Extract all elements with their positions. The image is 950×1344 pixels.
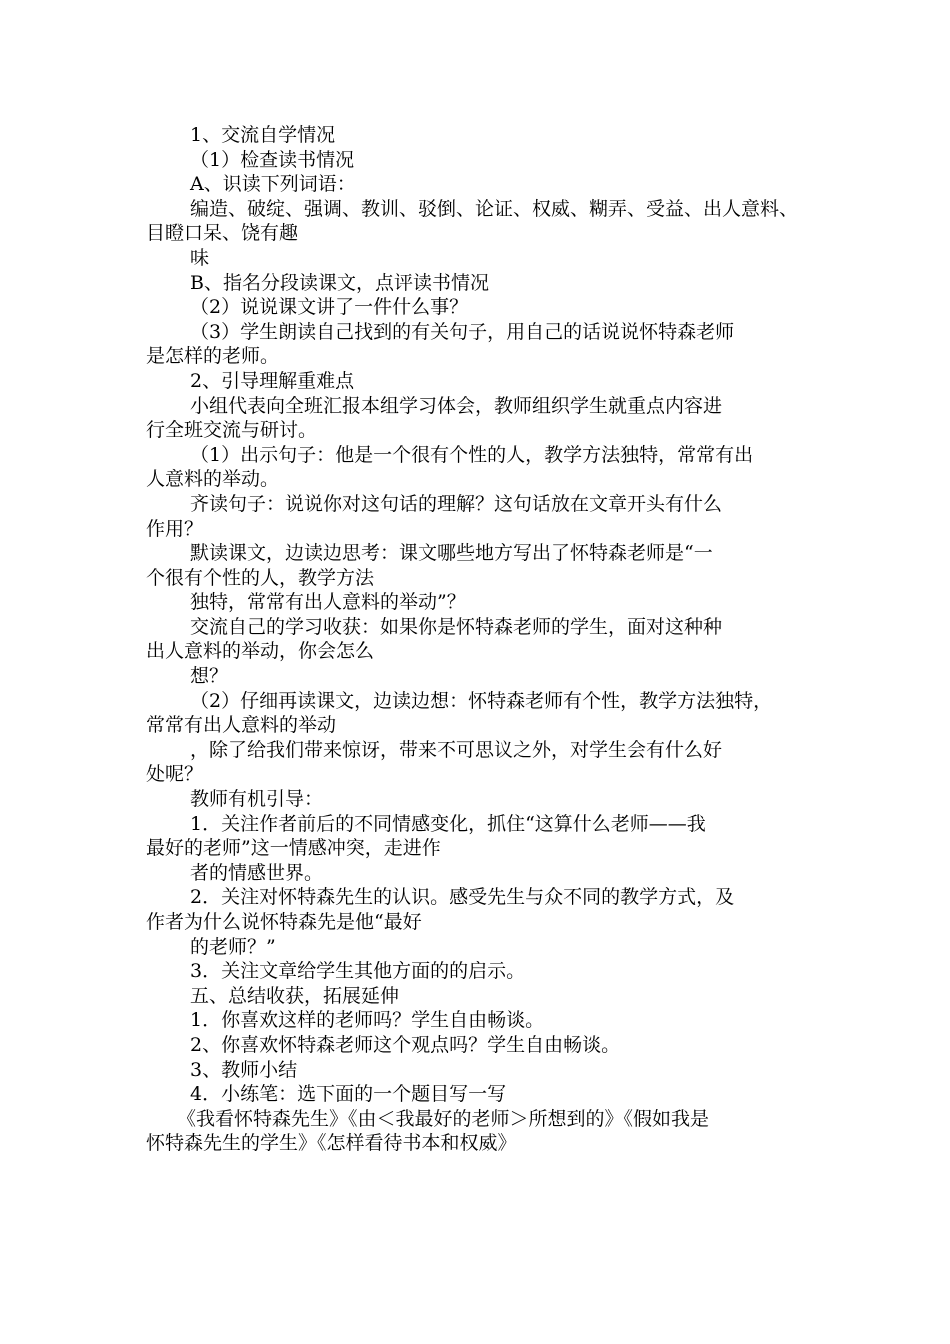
text-line: 4．小练笔：选下面的一个题目写一写: [190, 1083, 507, 1106]
text-line: 的老师？”: [190, 935, 276, 958]
text-line: 编造、破绽、强调、教训、驳倒、论证、权威、糊弄、受益、出人意料、: [190, 197, 799, 220]
text-line: 2、引导理解重难点: [190, 369, 355, 392]
text-line: 3、教师小结: [190, 1058, 298, 1081]
text-line: （1）出示句子：他是一个很有个性的人，教学方法独特，常常有出: [190, 443, 754, 466]
text-line: 1、交流自学情况: [190, 124, 336, 146]
text-line: 作者为什么说怀特森先是他“最好: [146, 911, 422, 933]
text-line: 独特，常常有出人意料的举动”？: [190, 591, 466, 614]
text-line: 目瞪口呆、饶有趣: [146, 222, 299, 245]
text-line: 3．关注文章给学生其他方面的的启示。: [190, 960, 526, 983]
text-line: 教师有机引导：: [190, 788, 324, 811]
text-line: 个很有个性的人，教学方法: [146, 566, 375, 589]
text-line: 是怎样的老师。: [146, 345, 280, 368]
text-line: 作用？: [146, 517, 204, 540]
text-line: ，除了给我们带来惊讶，带来不可思议之外，对学生会有什么好: [190, 738, 723, 761]
text-line: 出人意料的举动，你会怎么: [146, 640, 375, 663]
text-line: （2）说说课文讲了一件什么事？: [190, 296, 469, 319]
text-line: 2．关注对怀特森先生的认识。感受先生与众不同的教学方式，及: [190, 886, 735, 909]
text-line: 人意料的举动。: [146, 468, 280, 491]
text-line: 1．你喜欢这样的老师吗？学生自由畅谈。: [190, 1009, 545, 1032]
text-line: 1．关注作者前后的不同情感变化，抓住“这算什么老师——我: [190, 812, 706, 835]
text-line: B、指名分段读课文，点评读书情况: [190, 271, 489, 294]
text-line: （1）检查读书情况: [190, 148, 355, 171]
text-line: 2、你喜欢怀特森老师这个观点吗？学生自由畅谈。: [190, 1033, 621, 1056]
text-line: （3）学生朗读自己找到的有关句子，用自己的话说说怀特森老师: [190, 320, 735, 343]
text-line: 五、总结收获，拓展延伸: [190, 984, 400, 1007]
text-line: 怀特森先生的学生》《怎样看待书本和权威》: [146, 1132, 517, 1155]
text-line: 常常有出人意料的举动: [146, 714, 337, 737]
text-line: 《我看怀特森先生》《由＜我最好的老师＞所想到的》《假如我是: [177, 1107, 710, 1130]
lesson-plan-text: [146, 123, 830, 1156]
text-line: 最好的老师”这一情感冲突，走进作: [146, 837, 441, 860]
text-line: （2）仔细再读课文，边读边想：怀特森老师有个性，教学方法独特，: [190, 689, 773, 712]
text-line: 想？: [190, 665, 229, 688]
text-line: 默读课文，边读边思考：课文哪些地方写出了怀特森老师是“一: [190, 542, 713, 565]
text-line: 行全班交流与研讨。: [146, 419, 318, 442]
text-line: 齐读句子：说说你对这句话的理解？这句话放在文章开头有什么: [190, 492, 723, 515]
text-line: 处呢？: [146, 763, 204, 786]
text-line: 味: [190, 246, 210, 269]
text-line: A、识读下列词语：: [190, 173, 356, 196]
text-line: 小组代表向全班汇报本组学习体会，教师组织学生就重点内容进: [190, 394, 723, 417]
text-line: 交流自己的学习收获：如果你是怀特森老师的学生，面对这种种: [190, 615, 723, 638]
text-line: 者的情感世界。: [190, 861, 324, 884]
